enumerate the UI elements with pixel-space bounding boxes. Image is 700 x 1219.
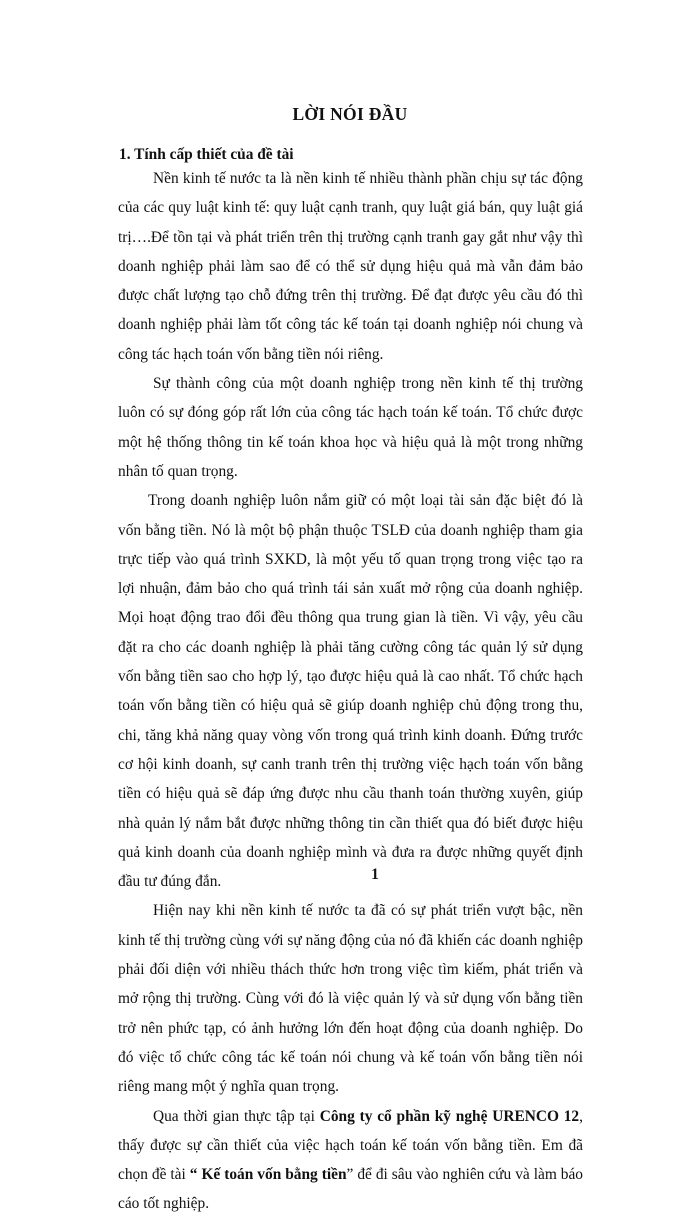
paragraph: Hiện nay khi nền kinh tế nước ta đã có sự phát triển vượt bậc, nền kinh tế thị trường cùng với sự năng động của nó đã khiến các doanh nghiệp phải đối diện với nhiều thách thức hơn trong việc tìm kiếm, phát triển và mở rộng thị trường. Cùng với đó là việc quản lý và sử dụng vốn bằng tiền trở nên phức tạp, có ảnh hưởng lớn đến hoạt động của doanh nghiệp. Do đó việc tổ chức công tác kế toán nói chung và kế toán vốn bằng tiền nói riêng mang một ý nghĩa quan trọng.: [118, 902, 583, 1096]
text-run: , thấy được sự cần thiết của việc hạch toán kế toán vốn bằng tiền. Em đã chọn đề tài: [118, 1107, 583, 1184]
page-title: LỜI NÓI ĐẦU: [292, 104, 408, 124]
paragraph: Trong doanh nghiệp luôn nắm giữ có một loại tài sản đặc biệt đó là vốn bằng tiền. Nó là một bộ phận thuộc TSLĐ của doanh nghiệp tham gia trực tiếp vào quá trình SXKD, là một yếu tố quan trọng trong việc tạo ra lợi nhuận, đảm bảo cho quá trình tái sản xuất mở rộng của doanh nghiệp. Mọi hoạt động trao đổi đều thông qua trung gian là tiền. Vì vậy, yêu cầu đặt ra cho các doanh nghiệp là phải tăng cường công tác quản lý sử dụng vốn bằng tiền sao cho hợp lý, tạo được hiệu quả là cao nhất. Tổ chức hạch toán vốn bằng tiền có hiệu quả sẽ giúp doanh nghiệp chủ động trong thu, chi, tăng khả năng quay vòng vốn trong quá trình kinh doanh. Đứng trước cơ hội kinh doanh, sự canh tranh trên thị trường việc hạch toán vốn bằng tiền có hiệu quả sẽ đáp ứng được nhu cầu thanh toán thường xuyên, giúp nhà quản lý nắm bắt được những thông tin cần thiết qua đó biết được hiệu quả kinh doanh của doanh nghiệp mình và đưa ra được những quyết định đầu tư đúng đắn.: [118, 492, 583, 891]
paragraph: Sự thành công của một doanh nghiệp trong nền kinh tế thị trường luôn có sự đóng góp rất lớn của công tác hạch toán kế toán. Tổ chức được một hệ thống thông tin kế toán khoa học và hiệu quả là một trong những nhân tố quan trọng.: [118, 375, 583, 480]
topic-name: “ Kế toán vốn bằng tiền: [189, 1166, 347, 1184]
section-heading: 1. Tính cấp thiết của đề tài: [119, 146, 294, 163]
text-run: ” để đi sâu vào nghiên cứu và làm báo cáo tốt nghiệp.: [118, 1166, 583, 1213]
paragraph-last: [118, 1102, 583, 1219]
page-number: 1: [371, 866, 379, 883]
paragraph: Nền kinh tế nước ta là nền kinh tế nhiều thành phần chịu sự tác động của các quy luật kinh tế: quy luật cạnh tranh, quy luật giá bán, quy luật giá trị….Để tồn tại và phát triển trên thị trường cạnh tranh gay gắt như vậy thì doanh nghiệp phải làm sao để có thể sử dụng hiệu quả mà vẫn đảm bảo được chất lượng tạo chỗ đứng trên thị trường. Để đạt được yêu cầu đó thì doanh nghiệp phải làm tốt công tác kế toán tại doanh nghiệp nói chung và công tác hạch toán vốn bằng tiền nói riêng.: [118, 170, 583, 363]
text-run: Qua thời gian thực tập tại: [153, 1107, 320, 1125]
company-name: Công ty cổ phần kỹ nghệ URENCO 12: [319, 1107, 580, 1125]
document-body: [118, 164, 583, 1219]
